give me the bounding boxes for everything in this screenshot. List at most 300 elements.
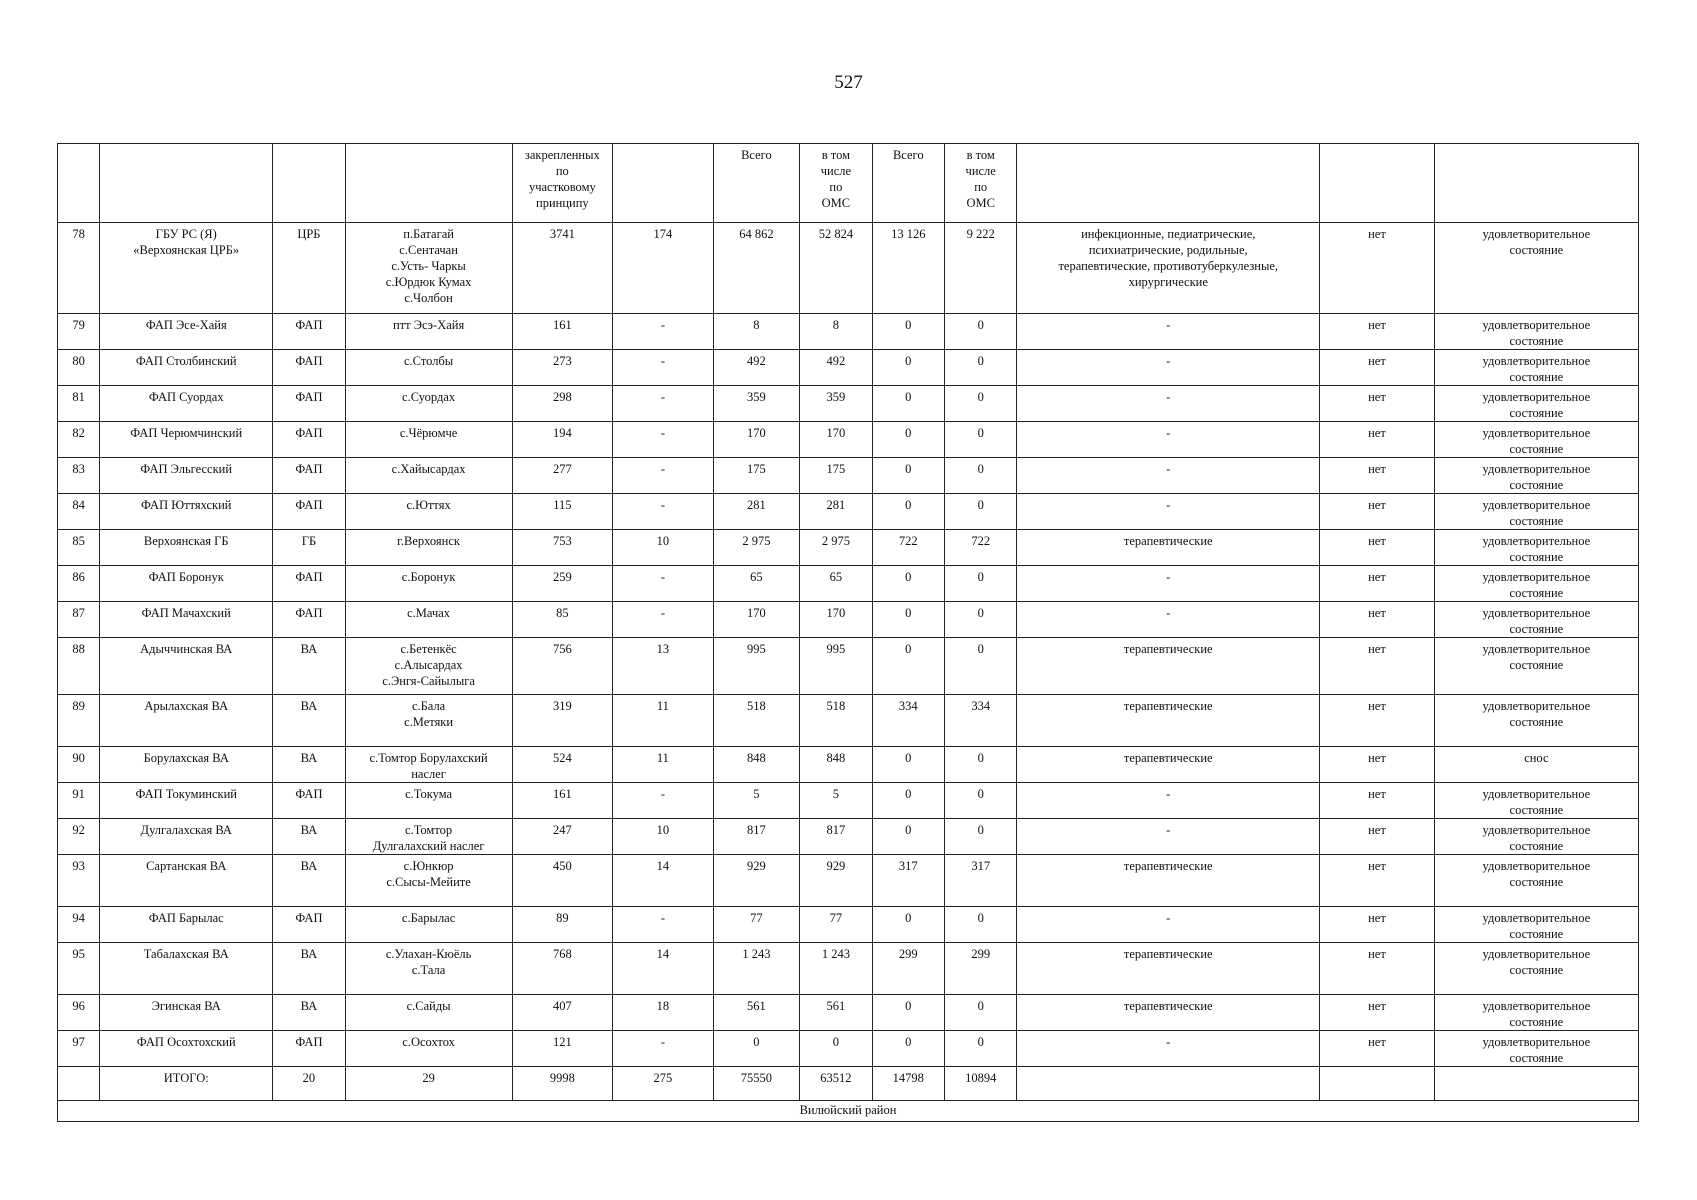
emergency-status-cell: нет	[1320, 907, 1435, 943]
beds-cell: 10	[613, 530, 714, 566]
header-facility-type-cell	[273, 144, 345, 223]
emergency-status-cell: нет	[1320, 783, 1435, 819]
building-condition-cell: удовлетворительное состояние	[1434, 494, 1638, 530]
hospitalized-oms-cell: 722	[944, 530, 1016, 566]
beds-cell: 14	[613, 855, 714, 907]
beds-cell: 13	[613, 638, 714, 695]
hospitalized-oms-cell: 0	[944, 422, 1016, 458]
row-number-cell: 87	[58, 602, 100, 638]
hospitalized-oms-cell: 10894	[944, 1067, 1016, 1101]
row-number-cell: 83	[58, 458, 100, 494]
facility-name-cell: ФАП Черюмчинский	[100, 422, 273, 458]
facility-type-cell: ВА	[273, 638, 345, 695]
row-number-cell: 88	[58, 638, 100, 695]
visits-oms-cell: 170	[800, 422, 872, 458]
header-beds-cell	[613, 144, 714, 223]
bed-profiles-cell	[1017, 1067, 1320, 1101]
settlements-cell: п.Батагай с.Сентачан с.Усть- Чаркы с.Юрдюк Кумах с.Чолбон	[345, 223, 512, 314]
visits-oms-cell: 995	[800, 638, 872, 695]
facility-name-cell: Эгинская ВА	[100, 995, 273, 1031]
building-condition-cell: удовлетворительное состояние	[1434, 695, 1638, 747]
bed-profiles-cell: терапевтические	[1017, 638, 1320, 695]
bed-profiles-cell: -	[1017, 386, 1320, 422]
building-condition-cell: удовлетворительное состояние	[1434, 907, 1638, 943]
hospitalized-oms-cell: 0	[944, 602, 1016, 638]
table-row	[58, 783, 1639, 819]
beds-cell: -	[613, 566, 714, 602]
hospitalized-total-cell: 0	[872, 907, 944, 943]
facility-type-cell: 20	[273, 1067, 345, 1101]
facility-type-cell: ВА	[273, 995, 345, 1031]
attached-population-cell: 89	[512, 907, 613, 943]
facility-type-cell: ВА	[273, 943, 345, 995]
hospitalized-total-cell: 317	[872, 855, 944, 907]
hospitalized-oms-cell: 0	[944, 566, 1016, 602]
bed-profiles-cell: -	[1017, 350, 1320, 386]
building-condition-cell: удовлетворительное состояние	[1434, 819, 1638, 855]
table-row	[58, 386, 1639, 422]
facility-name-cell: ФАП Юттяхский	[100, 494, 273, 530]
hospitalized-total-cell: 0	[872, 314, 944, 350]
attached-population-cell: 319	[512, 695, 613, 747]
beds-cell: 11	[613, 747, 714, 783]
settlements-cell: с.Токума	[345, 783, 512, 819]
hospitalized-oms-cell: 0	[944, 995, 1016, 1031]
hospitalized-total-cell: 722	[872, 530, 944, 566]
hospitalized-total-cell: 0	[872, 819, 944, 855]
facility-type-cell: ФАП	[273, 386, 345, 422]
hospitalized-oms-cell: 0	[944, 783, 1016, 819]
building-condition-cell: удовлетворительное состояние	[1434, 943, 1638, 995]
hospitalized-total-cell: 0	[872, 458, 944, 494]
emergency-status-cell: нет	[1320, 386, 1435, 422]
visits-oms-cell: 77	[800, 907, 872, 943]
settlements-cell: с.Томтор Дулгалахский наслег	[345, 819, 512, 855]
row-number-cell: 81	[58, 386, 100, 422]
visits-total-cell: 175	[713, 458, 799, 494]
header-row-number-cell	[58, 144, 100, 223]
bed-profiles-cell: -	[1017, 819, 1320, 855]
bed-profiles-cell: -	[1017, 602, 1320, 638]
bed-profiles-cell: -	[1017, 907, 1320, 943]
facility-type-cell: ФАП	[273, 907, 345, 943]
hospitalized-total-cell: 0	[872, 602, 944, 638]
header-visits-total-cell: Всего	[713, 144, 799, 223]
facility-name-cell: Арылахская ВА	[100, 695, 273, 747]
header-emergency-status-cell	[1320, 144, 1435, 223]
facility-name-cell: ГБУ РС (Я) «Верхоянская ЦРБ»	[100, 223, 273, 314]
settlements-cell: с.Барылас	[345, 907, 512, 943]
hospitalized-oms-cell: 0	[944, 458, 1016, 494]
emergency-status-cell: нет	[1320, 458, 1435, 494]
page-number: 527	[834, 72, 863, 93]
header-building-condition-cell	[1434, 144, 1638, 223]
table-row	[58, 1031, 1639, 1067]
building-condition-cell: удовлетворительное состояние	[1434, 223, 1638, 314]
beds-cell: 14	[613, 943, 714, 995]
attached-population-cell: 753	[512, 530, 613, 566]
visits-oms-cell: 170	[800, 602, 872, 638]
facility-type-cell: ФАП	[273, 350, 345, 386]
facility-name-cell: Борулахская ВА	[100, 747, 273, 783]
table-row	[58, 695, 1639, 747]
header-hospitalized-oms-cell: в том числе по ОМС	[944, 144, 1016, 223]
hospitalized-total-cell: 0	[872, 350, 944, 386]
attached-population-cell: 194	[512, 422, 613, 458]
visits-oms-cell: 52 824	[800, 223, 872, 314]
facility-type-cell: ВА	[273, 695, 345, 747]
beds-cell: -	[613, 314, 714, 350]
hospitalized-oms-cell: 0	[944, 638, 1016, 695]
facility-name-cell: ФАП Эсе-Хайя	[100, 314, 273, 350]
hospitalized-oms-cell: 0	[944, 386, 1016, 422]
row-number-cell: 97	[58, 1031, 100, 1067]
beds-cell: -	[613, 458, 714, 494]
region-header-row	[58, 1101, 1639, 1122]
row-number-cell: 91	[58, 783, 100, 819]
row-number-cell: 93	[58, 855, 100, 907]
table-row	[58, 995, 1639, 1031]
row-number-cell: 89	[58, 695, 100, 747]
bed-profiles-cell: -	[1017, 1031, 1320, 1067]
facility-name-cell: Верхоянская ГБ	[100, 530, 273, 566]
visits-total-cell: 817	[713, 819, 799, 855]
visits-oms-cell: 492	[800, 350, 872, 386]
row-number-cell: 92	[58, 819, 100, 855]
attached-population-cell: 161	[512, 783, 613, 819]
settlements-cell: с.Столбы	[345, 350, 512, 386]
settlements-cell: с.Томтор Борулахский наслег	[345, 747, 512, 783]
visits-total-cell: 170	[713, 422, 799, 458]
row-number-cell: 78	[58, 223, 100, 314]
bed-profiles-cell: терапевтические	[1017, 855, 1320, 907]
row-number-cell: 94	[58, 907, 100, 943]
row-number-cell: 84	[58, 494, 100, 530]
emergency-status-cell: нет	[1320, 943, 1435, 995]
visits-total-cell: 5	[713, 783, 799, 819]
attached-population-cell: 161	[512, 314, 613, 350]
header-hospitalized-total-cell: Всего	[872, 144, 944, 223]
visits-oms-cell: 848	[800, 747, 872, 783]
visits-total-cell: 77	[713, 907, 799, 943]
hospitalized-oms-cell: 0	[944, 314, 1016, 350]
attached-population-cell: 115	[512, 494, 613, 530]
building-condition-cell: удовлетворительное состояние	[1434, 783, 1638, 819]
facility-name-cell: Дулгалахская ВА	[100, 819, 273, 855]
header-attached-population-cell: закрепленных по участковому принципу	[512, 144, 613, 223]
header-visits-oms-cell: в том числе по ОМС	[800, 144, 872, 223]
visits-total-cell: 561	[713, 995, 799, 1031]
facility-type-cell: ФАП	[273, 1031, 345, 1067]
settlements-cell: с.Хайысардах	[345, 458, 512, 494]
settlements-cell: с.Бетенкёс с.Алысардах с.Энгя-Сайылыга	[345, 638, 512, 695]
hospitalized-oms-cell: 0	[944, 819, 1016, 855]
row-number-cell: 79	[58, 314, 100, 350]
region-name: Вилюйский район	[58, 1101, 1639, 1122]
bed-profiles-cell: -	[1017, 494, 1320, 530]
total-row	[58, 1067, 1639, 1101]
visits-total-cell: 848	[713, 747, 799, 783]
visits-oms-cell: 561	[800, 995, 872, 1031]
building-condition-cell: удовлетворительное состояние	[1434, 1031, 1638, 1067]
beds-cell: -	[613, 602, 714, 638]
emergency-status-cell: нет	[1320, 602, 1435, 638]
building-condition-cell: удовлетворительное состояние	[1434, 386, 1638, 422]
building-condition-cell	[1434, 1067, 1638, 1101]
hospitalized-total-cell: 0	[872, 783, 944, 819]
bed-profiles-cell: -	[1017, 566, 1320, 602]
settlements-cell: 29	[345, 1067, 512, 1101]
visits-oms-cell: 359	[800, 386, 872, 422]
visits-total-cell: 75550	[713, 1067, 799, 1101]
settlements-cell: г.Верхоянск	[345, 530, 512, 566]
visits-oms-cell: 817	[800, 819, 872, 855]
visits-oms-cell: 65	[800, 566, 872, 602]
visits-oms-cell: 929	[800, 855, 872, 907]
hospitalized-oms-cell: 9 222	[944, 223, 1016, 314]
facility-type-cell: ФАП	[273, 783, 345, 819]
beds-cell: -	[613, 907, 714, 943]
visits-oms-cell: 175	[800, 458, 872, 494]
hospitalized-oms-cell: 317	[944, 855, 1016, 907]
building-condition-cell: удовлетворительное состояние	[1434, 314, 1638, 350]
settlements-cell: с.Суордах	[345, 386, 512, 422]
beds-cell: -	[613, 1031, 714, 1067]
facility-name-cell: Табалахская ВА	[100, 943, 273, 995]
bed-profiles-cell: -	[1017, 422, 1320, 458]
visits-oms-cell: 8	[800, 314, 872, 350]
settlements-cell: птт Эсэ-Хайя	[345, 314, 512, 350]
settlements-cell: с.Юнкюр с.Сысы-Мейите	[345, 855, 512, 907]
emergency-status-cell: нет	[1320, 1031, 1435, 1067]
header-settlements-cell	[345, 144, 512, 223]
attached-population-cell: 85	[512, 602, 613, 638]
emergency-status-cell: нет	[1320, 695, 1435, 747]
hospitalized-oms-cell: 0	[944, 907, 1016, 943]
attached-population-cell: 121	[512, 1031, 613, 1067]
beds-cell: 10	[613, 819, 714, 855]
visits-oms-cell: 1 243	[800, 943, 872, 995]
visits-total-cell: 8	[713, 314, 799, 350]
building-condition-cell: удовлетворительное состояние	[1434, 602, 1638, 638]
table-row	[58, 494, 1639, 530]
settlements-cell: с.Боронук	[345, 566, 512, 602]
row-number-cell: 95	[58, 943, 100, 995]
beds-cell: 18	[613, 995, 714, 1031]
row-number-cell: 96	[58, 995, 100, 1031]
facility-name-cell: ФАП Эльгесский	[100, 458, 273, 494]
facility-type-cell: ФАП	[273, 458, 345, 494]
bed-profiles-cell: -	[1017, 458, 1320, 494]
table-row	[58, 458, 1639, 494]
beds-cell: -	[613, 386, 714, 422]
table-row	[58, 907, 1639, 943]
emergency-status-cell: нет	[1320, 314, 1435, 350]
building-condition-cell: удовлетворительное состояние	[1434, 530, 1638, 566]
table-header-row	[58, 144, 1639, 223]
settlements-cell: с.Юттях	[345, 494, 512, 530]
attached-population-cell: 9998	[512, 1067, 613, 1101]
beds-cell: -	[613, 422, 714, 458]
settlements-cell: с.Сайды	[345, 995, 512, 1031]
table-row	[58, 223, 1639, 314]
hospitalized-oms-cell: 299	[944, 943, 1016, 995]
facility-type-cell: ВА	[273, 747, 345, 783]
facility-type-cell: ФАП	[273, 494, 345, 530]
emergency-status-cell: нет	[1320, 223, 1435, 314]
row-number-cell: 80	[58, 350, 100, 386]
facility-type-cell: ФАП	[273, 602, 345, 638]
visits-total-cell: 1 243	[713, 943, 799, 995]
header-facility-name-cell	[100, 144, 273, 223]
row-number-cell: 82	[58, 422, 100, 458]
emergency-status-cell: нет	[1320, 819, 1435, 855]
row-number-cell: 85	[58, 530, 100, 566]
visits-oms-cell: 63512	[800, 1067, 872, 1101]
hospitalized-oms-cell: 0	[944, 350, 1016, 386]
attached-population-cell: 450	[512, 855, 613, 907]
beds-cell: 11	[613, 695, 714, 747]
visits-oms-cell: 2 975	[800, 530, 872, 566]
emergency-status-cell	[1320, 1067, 1435, 1101]
facilities-table	[57, 143, 1639, 1122]
emergency-status-cell: нет	[1320, 995, 1435, 1031]
emergency-status-cell: нет	[1320, 566, 1435, 602]
hospitalized-oms-cell: 334	[944, 695, 1016, 747]
settlements-cell: с.Бала с.Метяки	[345, 695, 512, 747]
building-condition-cell: удовлетворительное состояние	[1434, 350, 1638, 386]
emergency-status-cell: нет	[1320, 530, 1435, 566]
visits-total-cell: 65	[713, 566, 799, 602]
visits-total-cell: 359	[713, 386, 799, 422]
visits-total-cell: 2 975	[713, 530, 799, 566]
visits-oms-cell: 281	[800, 494, 872, 530]
row-number-cell: 86	[58, 566, 100, 602]
hospitalized-total-cell: 0	[872, 422, 944, 458]
facility-name-cell: ФАП Барылас	[100, 907, 273, 943]
facility-type-cell: ВА	[273, 819, 345, 855]
building-condition-cell: удовлетворительное состояние	[1434, 638, 1638, 695]
bed-profiles-cell: терапевтические	[1017, 530, 1320, 566]
emergency-status-cell: нет	[1320, 494, 1435, 530]
visits-total-cell: 170	[713, 602, 799, 638]
facility-name-cell: ФАП Суордах	[100, 386, 273, 422]
row-number-cell	[58, 1067, 100, 1101]
hospitalized-total-cell: 0	[872, 638, 944, 695]
table-row	[58, 943, 1639, 995]
emergency-status-cell: нет	[1320, 855, 1435, 907]
hospitalized-total-cell: 0	[872, 566, 944, 602]
visits-total-cell: 281	[713, 494, 799, 530]
building-condition-cell: удовлетворительное состояние	[1434, 458, 1638, 494]
hospitalized-total-cell: 0	[872, 1031, 944, 1067]
bed-profiles-cell: терапевтические	[1017, 695, 1320, 747]
facility-type-cell: ГБ	[273, 530, 345, 566]
hospitalized-total-cell: 13 126	[872, 223, 944, 314]
settlements-cell: с.Чёрюмче	[345, 422, 512, 458]
facility-name-cell: ФАП Столбинский	[100, 350, 273, 386]
facility-name-cell: ФАП Токуминский	[100, 783, 273, 819]
building-condition-cell: удовлетворительное состояние	[1434, 422, 1638, 458]
attached-population-cell: 273	[512, 350, 613, 386]
table-row	[58, 855, 1639, 907]
beds-cell: -	[613, 494, 714, 530]
emergency-status-cell: нет	[1320, 638, 1435, 695]
table-row	[58, 819, 1639, 855]
hospitalized-oms-cell: 0	[944, 747, 1016, 783]
hospitalized-total-cell: 334	[872, 695, 944, 747]
attached-population-cell: 407	[512, 995, 613, 1031]
row-number-cell: 90	[58, 747, 100, 783]
visits-oms-cell: 518	[800, 695, 872, 747]
attached-population-cell: 756	[512, 638, 613, 695]
hospitalized-total-cell: 14798	[872, 1067, 944, 1101]
settlements-cell: с.Мачах	[345, 602, 512, 638]
hospitalized-total-cell: 0	[872, 747, 944, 783]
facility-name-cell: Адыччинская ВА	[100, 638, 273, 695]
bed-profiles-cell: терапевтические	[1017, 943, 1320, 995]
hospitalized-total-cell: 0	[872, 386, 944, 422]
facility-name-cell: ИТОГО:	[100, 1067, 273, 1101]
facility-name-cell: ФАП Мачахский	[100, 602, 273, 638]
hospitalized-total-cell: 0	[872, 494, 944, 530]
attached-population-cell: 768	[512, 943, 613, 995]
building-condition-cell: удовлетворительное состояние	[1434, 995, 1638, 1031]
attached-population-cell: 277	[512, 458, 613, 494]
facility-name-cell: Сартанская ВА	[100, 855, 273, 907]
facility-type-cell: ФАП	[273, 566, 345, 602]
building-condition-cell: снос	[1434, 747, 1638, 783]
visits-total-cell: 995	[713, 638, 799, 695]
table-row	[58, 530, 1639, 566]
facility-type-cell: ЦРБ	[273, 223, 345, 314]
facility-type-cell: ФАП	[273, 314, 345, 350]
facility-type-cell: ФАП	[273, 422, 345, 458]
beds-cell: -	[613, 350, 714, 386]
visits-oms-cell: 0	[800, 1031, 872, 1067]
table-row	[58, 747, 1639, 783]
visits-total-cell: 0	[713, 1031, 799, 1067]
hospitalized-total-cell: 299	[872, 943, 944, 995]
visits-oms-cell: 5	[800, 783, 872, 819]
beds-cell: -	[613, 783, 714, 819]
building-condition-cell: удовлетворительное состояние	[1434, 855, 1638, 907]
bed-profiles-cell: терапевтические	[1017, 995, 1320, 1031]
emergency-status-cell: нет	[1320, 422, 1435, 458]
table-row	[58, 638, 1639, 695]
bed-profiles-cell: -	[1017, 314, 1320, 350]
bed-profiles-cell: терапевтические	[1017, 747, 1320, 783]
bed-profiles-cell: инфекционные, педиатрические, психиатрические, родильные, терапевтические, противотуберкулезные, хирургические	[1017, 223, 1320, 314]
beds-cell: 275	[613, 1067, 714, 1101]
hospitalized-oms-cell: 0	[944, 494, 1016, 530]
hospitalized-total-cell: 0	[872, 995, 944, 1031]
table-row	[58, 566, 1639, 602]
building-condition-cell: удовлетворительное состояние	[1434, 566, 1638, 602]
attached-population-cell: 247	[512, 819, 613, 855]
table-row	[58, 314, 1639, 350]
emergency-status-cell: нет	[1320, 350, 1435, 386]
visits-total-cell: 492	[713, 350, 799, 386]
emergency-status-cell: нет	[1320, 747, 1435, 783]
beds-cell: 174	[613, 223, 714, 314]
visits-total-cell: 64 862	[713, 223, 799, 314]
table-row	[58, 602, 1639, 638]
attached-population-cell: 298	[512, 386, 613, 422]
bed-profiles-cell: -	[1017, 783, 1320, 819]
header-bed-profiles-cell	[1017, 144, 1320, 223]
visits-total-cell: 518	[713, 695, 799, 747]
